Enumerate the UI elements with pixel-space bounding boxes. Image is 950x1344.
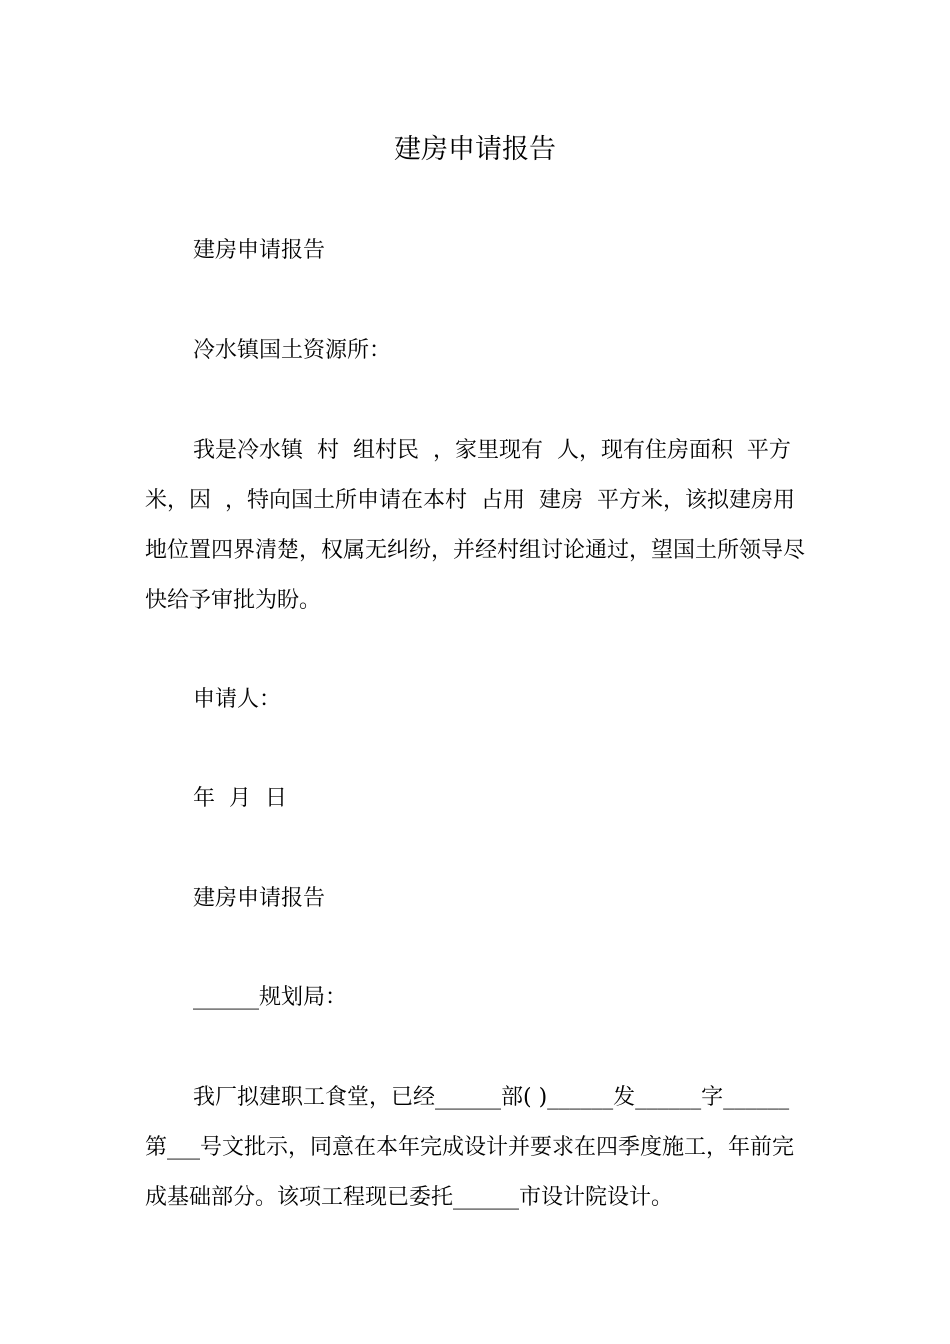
- section-heading-1: 建房申请报告: [193, 238, 326, 263]
- section-heading-2: 建房申请报告: [193, 886, 326, 911]
- addressee-2: ______规划局：: [193, 985, 348, 1010]
- applicant-line: 申请人：: [193, 687, 282, 712]
- body-paragraph-1: 我是冷水镇 村 组村民 ，家里现有 人，现有住房面积 平方米，因 ，特向国土所申请在本村 占用 建房 平方米，该拟建房用地位置四界清楚，权属无纠纷，并经村组讨论通过，望国土所领导尽快给予审批为盼。: [145, 438, 806, 613]
- addressee-1: 冷水镇国土资源所：: [193, 338, 392, 363]
- document-title: 建房申请报告: [394, 134, 556, 165]
- date-line: 年 月 日: [193, 786, 287, 811]
- body-paragraph-2: 我厂拟建职工食堂，已经______部( )______发______字______第___号文批示，同意在本年完成设计并要求在四季度施工，年前完成基础部分。该项工程现已委托______市设计院设计。: [145, 1085, 795, 1210]
